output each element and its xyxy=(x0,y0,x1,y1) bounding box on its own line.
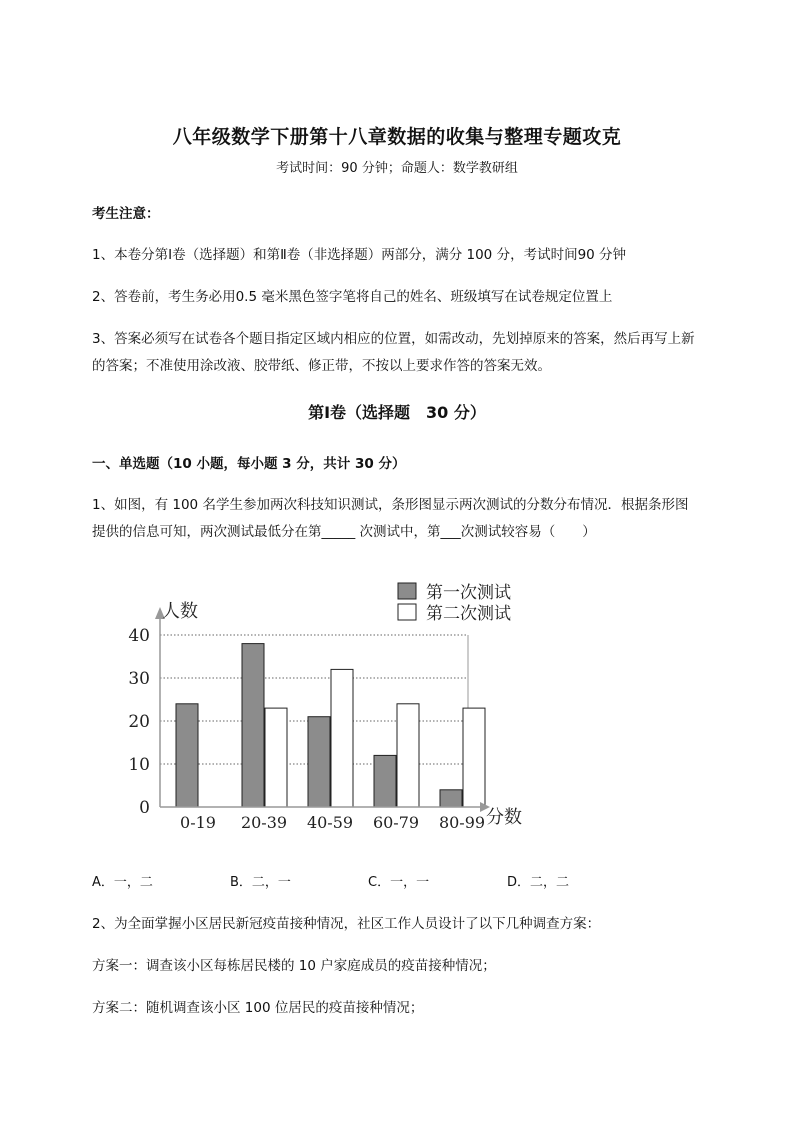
x-axis-label: 分数 xyxy=(486,807,522,828)
bar-2-80-99 xyxy=(463,708,485,807)
y-tick-label: 20 xyxy=(128,712,150,732)
x-tick-label: 60-79 xyxy=(372,813,420,832)
x-tick-label: 20-39 xyxy=(240,813,288,832)
legend-label-1: 第一次测试 xyxy=(426,583,511,603)
y-tick-label: 10 xyxy=(128,755,150,775)
option-d[interactable]: D．二，二 xyxy=(507,875,570,890)
bar-2-20-39 xyxy=(265,708,287,807)
legend-label-2: 第二次测试 xyxy=(426,604,511,624)
legend-swatch-2 xyxy=(398,604,416,620)
bar-1-80-99 xyxy=(440,790,462,807)
bar-2-60-79 xyxy=(397,704,419,807)
legend-swatch-1 xyxy=(398,583,416,599)
option-c[interactable]: C．一，一 xyxy=(368,875,430,890)
x-tick-label: 0-19 xyxy=(180,813,216,832)
question-2-plan-1: 方案一：调查该小区每栋居民楼的 10 户家庭成员的疫苗接种情况； xyxy=(92,958,496,974)
part-heading: 一、单选题（10 小题，每小题 3 分，共计 30 分） xyxy=(92,456,406,472)
notice-item-2: 2、答卷前，考生务必用0.5 毫米黑色签字笔将自己的姓名、班级填写在试卷规定位置上 xyxy=(92,289,613,305)
notice-item-3: 3、答案必须写在试卷各个题目指定区域内相应的位置，如需改动，先划掉原来的答案，然后再写上新 xyxy=(92,331,695,347)
option-a[interactable]: A．一，二 xyxy=(92,875,153,890)
question-1-line-2: 提供的信息可知，两次测试最低分在第_____ 次测试中，第___次测试较容易（ ） xyxy=(92,524,596,540)
notice-item-3-cont: 的答案；不准使用涂改液、胶带纸、修正带，不按以上要求作答的答案无效。 xyxy=(92,358,551,374)
bar-1-60-79 xyxy=(374,755,396,807)
section-title: 第Ⅰ卷（选择题 30 分） xyxy=(308,403,486,422)
option-b[interactable]: B．二，一 xyxy=(230,875,291,890)
x-tick-label: 40-59 xyxy=(306,813,354,832)
bar-1-20-39 xyxy=(242,644,264,807)
y-tick-label: 0 xyxy=(139,798,150,818)
question-1-line-1: 1、如图，有 100 名学生参加两次科技知识测试，条形图显示两次测试的分数分布情况．根据条形图 xyxy=(92,497,689,513)
bar-2-40-59 xyxy=(331,669,353,807)
bar-chart xyxy=(110,575,550,840)
y-axis-label: 人数 xyxy=(162,601,198,622)
question-2-line-1: 2、为全面掌握小区居民新冠疫苗接种情况，社区工作人员设计了以下几种调查方案： xyxy=(92,916,601,932)
x-tick-label: 80-99 xyxy=(438,813,486,832)
page-title: 八年级数学下册第十八章数据的收集与整理专题攻克 xyxy=(172,126,622,148)
y-tick-label: 30 xyxy=(128,669,150,689)
bar-1-0-19 xyxy=(176,704,198,807)
exam-info: 考试时间：90 分钟；命题人：数学教研组 xyxy=(276,161,518,176)
bar-1-40-59 xyxy=(308,717,330,807)
notice-item-1: 1、本卷分第Ⅰ卷（选择题）和第Ⅱ卷（非选择题）两部分，满分 100 分，考试时间90 分钟 xyxy=(92,247,627,263)
question-2-plan-2: 方案二：随机调查该小区 100 位居民的疫苗接种情况； xyxy=(92,1000,424,1016)
notice-heading: 考生注意： xyxy=(92,206,160,222)
y-tick-label: 40 xyxy=(128,626,150,646)
